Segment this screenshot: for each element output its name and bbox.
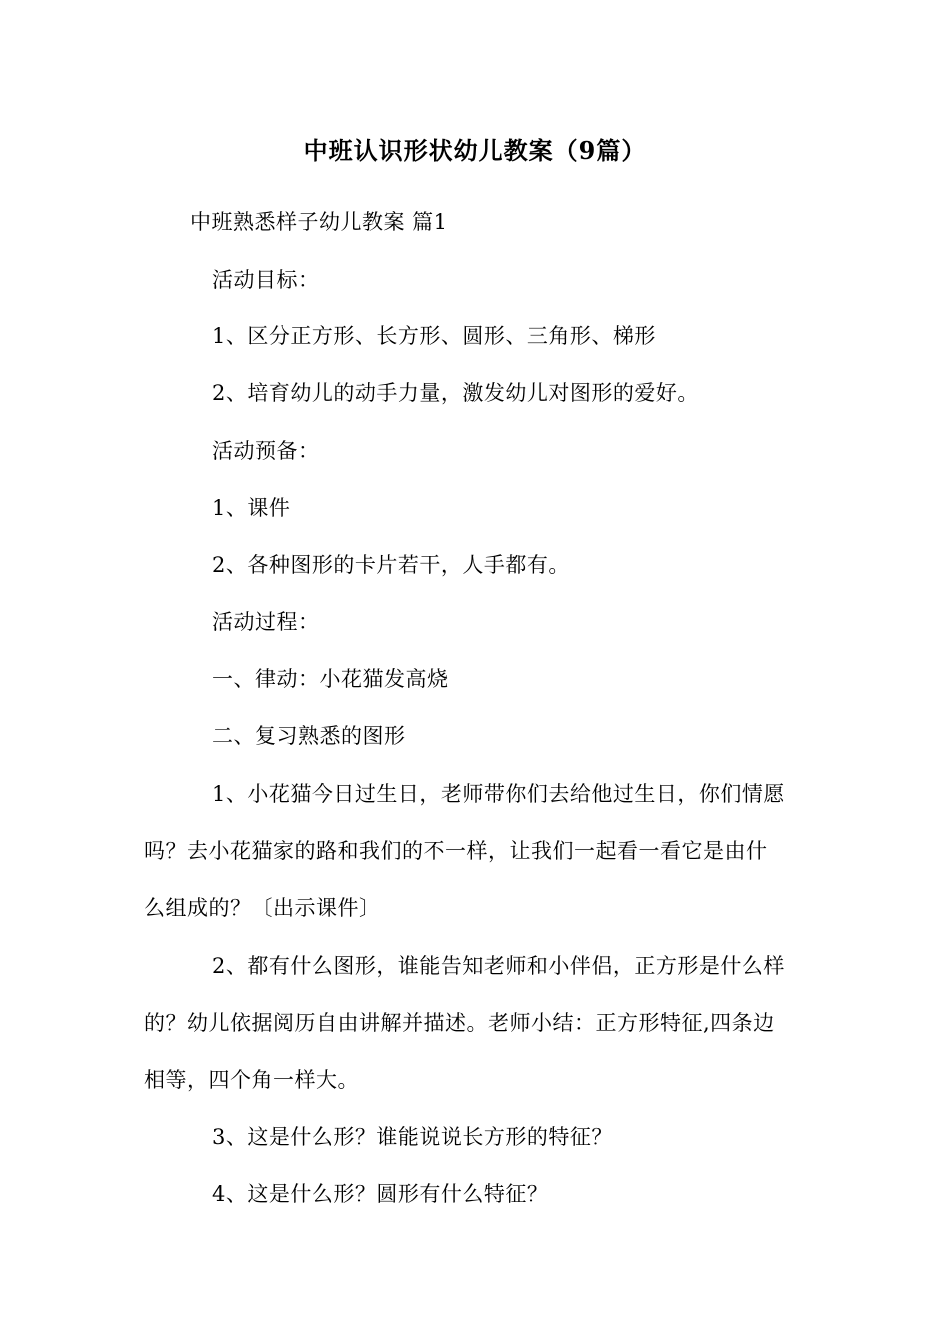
paragraph-line: 1、课件 bbox=[212, 496, 291, 520]
document-title: 中班认识形状幼儿教案（9篇） bbox=[303, 136, 647, 165]
paragraph-line: 活动过程： bbox=[212, 610, 320, 634]
paragraph-line: 1、区分正方形、长方形、圆形、三角形、梯形 bbox=[212, 324, 656, 348]
paragraph-line: 的？幼儿依据阅历自由讲解并描述。老师小结：正方形特征,四条边 bbox=[144, 1011, 775, 1035]
paragraph-line: 1、小花猫今日过生日，老师带你们去给他过生日，你们情愿 bbox=[212, 782, 785, 806]
paragraph-line: 一、律动：小花猫发高烧 bbox=[212, 667, 449, 691]
paragraph-line: 3、这是什么形？谁能说说长方形的特征？ bbox=[212, 1125, 613, 1149]
section-heading: 中班熟悉样子幼儿教案 篇1 bbox=[190, 210, 448, 234]
paragraph-line: 活动预备： bbox=[212, 439, 320, 463]
paragraph-line: 2、都有什么图形，谁能告知老师和小伴侣，正方形是什么样 bbox=[212, 954, 785, 978]
paragraph-line: 4、这是什么形？圆形有什么特征？ bbox=[212, 1182, 549, 1206]
paragraph-line: 相等，四个角一样大。 bbox=[144, 1068, 359, 1092]
paragraph-line: 吗？去小花猫家的路和我们的不一样，让我们一起看一看它是由什 bbox=[144, 839, 768, 863]
paragraph-line: 2、各种图形的卡片若干，人手都有。 bbox=[212, 553, 570, 577]
paragraph-line: 二、复习熟悉的图形 bbox=[212, 724, 406, 748]
paragraph-line: 2、培育幼儿的动手力量，激发幼儿对图形的爱好。 bbox=[212, 381, 699, 405]
paragraph-line: 活动目标： bbox=[212, 268, 320, 292]
paragraph-line: 么组成的？〔出示课件〕 bbox=[144, 896, 381, 920]
